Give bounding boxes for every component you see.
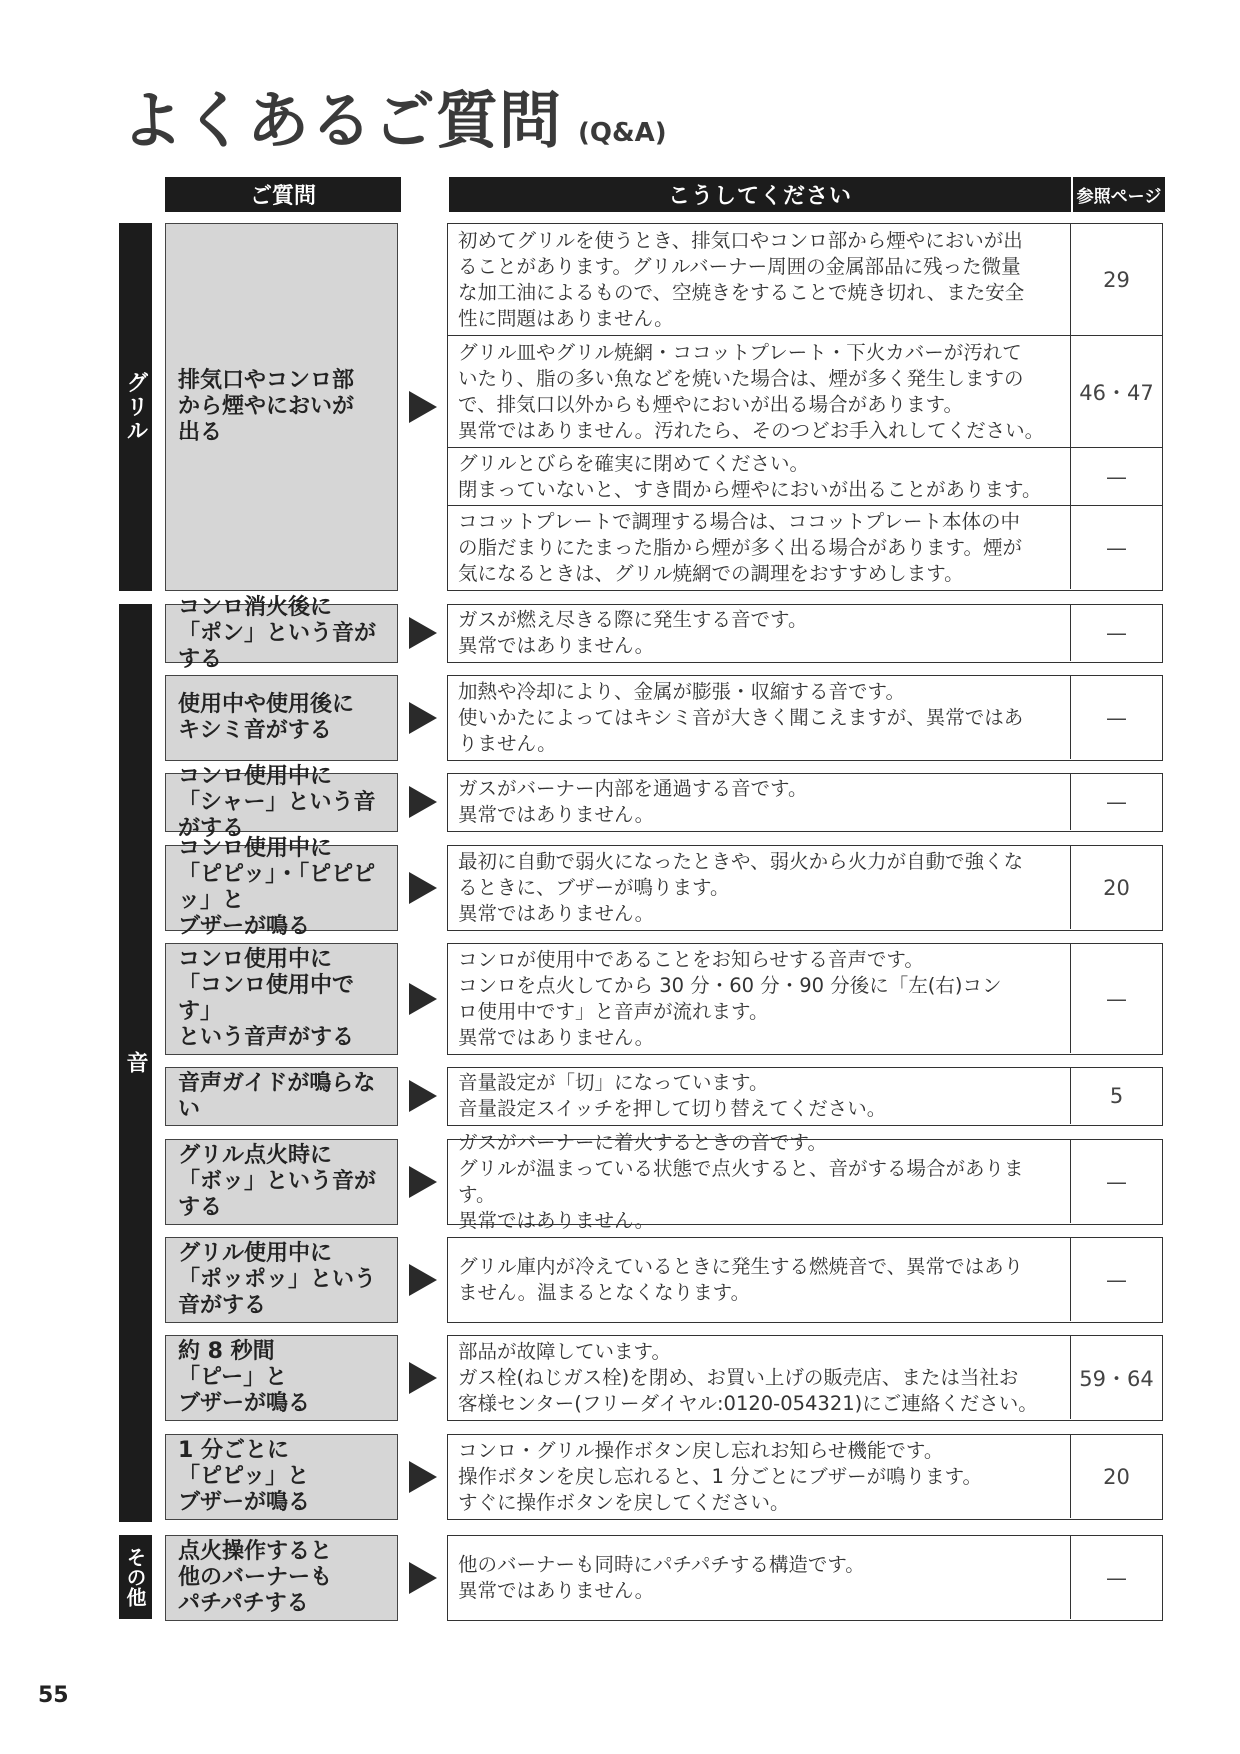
question-box	[165, 1139, 398, 1225]
column-header-question: ご質問	[165, 177, 401, 212]
arrow-right-icon	[409, 1264, 437, 1296]
category-grill: グリル	[119, 223, 152, 591]
question-box	[165, 1237, 398, 1323]
reference-page: —	[1106, 790, 1127, 814]
answer-text: コンロが使用中であることをお知らせする音声です。 コンロを点火してから 30 分・60 分・90 分後に「左(右)コン ロ使用中です」と音声が流れます。 異常ではありません。	[448, 944, 1071, 1053]
reference-page: —	[1106, 986, 1127, 1011]
question-text: グリル使用中に 「ポッポッ」という 音がする	[178, 1241, 377, 1318]
page-title: よくあるご質問	[121, 84, 563, 157]
arrow-right-icon	[409, 786, 437, 818]
reference-page: 20	[1103, 1464, 1130, 1489]
answer-row	[448, 944, 1162, 1053]
question-box	[165, 1535, 398, 1621]
question-text: 約 8 秒間 「ピー」と ブザーが鳴る	[178, 1339, 311, 1416]
answer-row	[448, 1068, 1162, 1124]
reference-page: 20	[1103, 875, 1130, 900]
arrow-right-icon	[409, 1562, 437, 1594]
reference-page: 29	[1103, 267, 1130, 292]
answer-text: 最初に自動で弱火になったときや、弱火から火力が自動で強くな るときに、ブザーが鳴ります。 異常ではありません。	[448, 846, 1071, 929]
answer-text: 加熱や冷却により、金属が膨張・収縮する音です。 使いかたによってはキシミ音が大きく聞こえますが、異常ではあ りません。	[448, 676, 1071, 759]
answer-text: 他のバーナーも同時にパチパチする構造です。 異常ではありません。	[448, 1536, 1071, 1619]
answer-group	[447, 1535, 1163, 1621]
arrow-right-icon	[409, 872, 437, 904]
question-box	[165, 594, 398, 672]
answer-group	[447, 943, 1163, 1055]
arrow-right-icon	[409, 1166, 437, 1198]
answer-group	[447, 675, 1163, 761]
answer-row	[448, 505, 1162, 589]
answer-group	[447, 1237, 1163, 1323]
answer-row	[448, 846, 1162, 929]
page-number: 55	[38, 1683, 69, 1708]
answer-group	[447, 845, 1163, 931]
page-subtitle: (Q&A)	[578, 118, 667, 148]
answer-text: ガスがバーナーに着火するときの音です。 グリルが温まっている状態で点火すると、音がする場合があります。 異常ではありません。	[448, 1140, 1071, 1223]
page-title-block	[121, 82, 667, 157]
arrow-right-icon	[409, 983, 437, 1015]
answer-text: ガスが燃え尽きる際に発生する音です。 異常ではありません。	[448, 605, 1071, 661]
question-text: グリル点火時に 「ボッ」という音が する	[178, 1143, 377, 1220]
question-box	[165, 1434, 398, 1520]
arrow-right-icon	[409, 1461, 437, 1493]
reference-page: —	[1106, 621, 1127, 645]
question-box	[165, 836, 398, 939]
answer-group	[447, 773, 1163, 832]
column-header-reference: 参照ページ	[1073, 177, 1165, 212]
reference-page: —	[1106, 1169, 1127, 1194]
reference-page: 46・47	[1079, 380, 1154, 405]
arrow-right-icon	[409, 702, 437, 734]
answer-row	[448, 605, 1162, 661]
reference-page: —	[1106, 1267, 1127, 1292]
question-box	[165, 763, 398, 841]
answer-text: グリル皿やグリル焼網・ココットプレート・下火カバーが汚れて いたり、脂の多い魚などを焼いた場合は、煙が多く発生しますの で、排気口以外からも煙やにおいが出る場合があります。 異常ではありません。汚れたら、そのつどお手入れしてください。	[448, 336, 1071, 447]
question-text: 点火操作すると 他のバーナーも パチパチする	[178, 1539, 333, 1616]
answer-text: ガスがバーナー内部を通過する音です。 異常ではありません。	[448, 774, 1071, 830]
question-text: 音声ガイドが鳴らない	[178, 1070, 376, 1122]
answer-text: グリル庫内が冷えているときに発生する燃焼音で、異常ではあり ません。温まるとなくなります。	[448, 1238, 1071, 1321]
reference-page: 59・64	[1079, 1366, 1154, 1391]
question-text: 1 分ごとに 「ピピッ」と ブザーが鳴る	[178, 1438, 311, 1515]
answer-group	[447, 1335, 1163, 1421]
reference-page: —	[1106, 535, 1127, 560]
question-text: コンロ使用中に 「コンロ使用中です」 という音声がする	[178, 947, 355, 1050]
answer-text: ココットプレートで調理する場合は、ココットプレート本体の中 の脂だまりにたまった脂から煙が多く出る場合があります。煙が 気になるときは、グリル焼網での調理をおすすめします。	[448, 506, 1071, 589]
category-sound: 音	[119, 604, 152, 1522]
answer-row	[448, 1435, 1162, 1518]
answer-text: 音量設定が「切」になっています。 音量設定スイッチを押して切り替えてください。	[448, 1068, 1071, 1124]
question-box	[165, 1067, 398, 1126]
question-text: コンロ使用中に 「シャー」という音がする	[178, 763, 376, 841]
answer-group	[447, 1067, 1163, 1126]
answer-row	[448, 224, 1162, 335]
answer-row	[448, 1336, 1162, 1419]
question-box	[165, 1335, 398, 1421]
answer-row	[448, 447, 1162, 505]
answer-text: グリルとびらを確実に閉めてください。 閉まっていないと、すき間から煙やにおいが出ることがあります。	[448, 448, 1071, 505]
answer-text: コンロ・グリル操作ボタン戻し忘れお知らせ機能です。 操作ボタンを戻し忘れると、1 分ごとにブザーが鳴ります。 すぐに操作ボタンを戻してください。	[448, 1435, 1071, 1518]
answer-group	[447, 604, 1163, 663]
question-text: コンロ消火後に 「ポン」という音がする	[178, 594, 377, 672]
answer-group	[447, 1130, 1163, 1232]
arrow-right-icon	[409, 391, 437, 423]
answer-row	[448, 1536, 1162, 1619]
reference-page: 5	[1109, 1084, 1124, 1108]
reference-page: —	[1106, 464, 1127, 489]
column-header-answer: こうしてください	[449, 177, 1071, 212]
answer-text: 初めてグリルを使うとき、排気口やコンロ部から煙やにおいが出 ることがあります。グリルバーナー周囲の金属部品に残った微量 な加工油によるもので、空焼きをすることで焼き切れ、また安全 性に問題はありません。	[448, 224, 1071, 335]
reference-page: —	[1106, 1565, 1127, 1590]
answer-group	[447, 223, 1163, 591]
answer-row	[448, 676, 1162, 759]
arrow-right-icon	[409, 1362, 437, 1394]
answer-row	[448, 1130, 1162, 1232]
question-text: コンロ使用中に 「ピピッ」・「ピピピッ」と ブザーが鳴る	[178, 836, 376, 939]
answer-text: 部品が故障しています。 ガス栓(ねじガス栓)を閉め、お買い上げの販売店、または当社お 客様センター(フリーダイヤル:0120-054321)にご連絡ください。	[448, 1336, 1071, 1419]
question-box	[165, 943, 398, 1055]
question-text: 使用中や使用後に キシミ音がする	[178, 692, 355, 743]
answer-row	[448, 1238, 1162, 1321]
reference-page: —	[1106, 705, 1127, 730]
answer-row	[448, 774, 1162, 830]
answer-group	[447, 1434, 1163, 1520]
category-other: その他	[119, 1535, 152, 1619]
question-box	[165, 675, 398, 761]
answer-row	[448, 335, 1162, 447]
arrow-right-icon	[409, 1080, 437, 1112]
question-text: 排気口やコンロ部 から煙やにおいが 出る	[178, 368, 355, 445]
question-box	[165, 223, 398, 591]
arrow-right-icon	[409, 617, 437, 649]
